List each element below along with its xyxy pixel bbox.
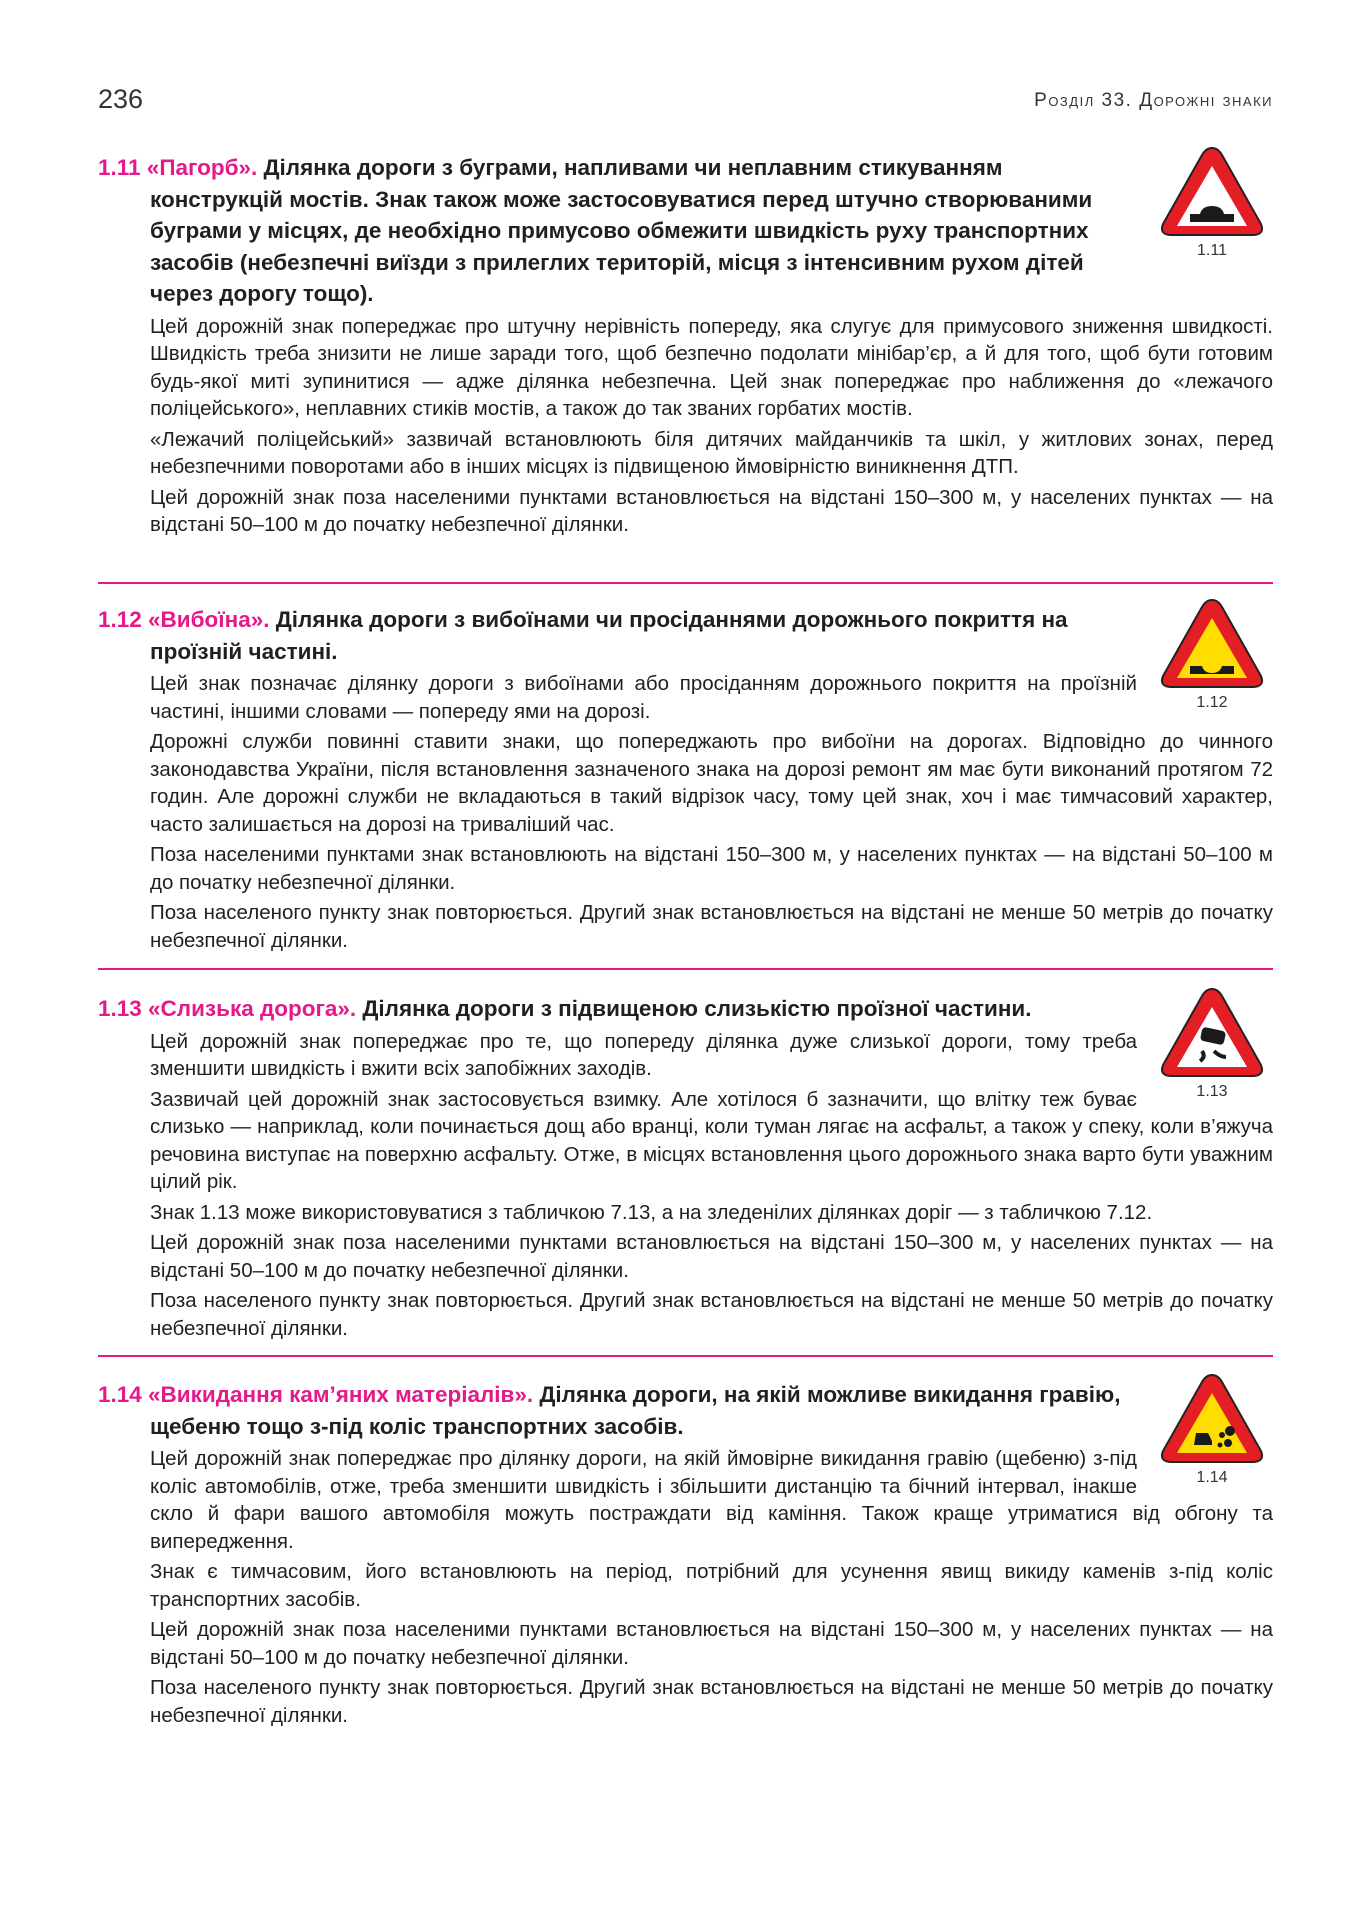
section-divider [98,968,1273,970]
section-heading [98,152,1273,310]
section-heading [98,993,1273,1025]
sign-figure [1151,596,1273,712]
running-title: Розділ 33. Дорожні знаки [1034,90,1273,111]
paragraph: Цей дорожній знак поза населеними пунктами встановлюється на відстані 150–300 м, у населених пунктах — на відстані 50–100 м до початку небезпечної ділянки. [150,1618,1273,1669]
page-number: 236 [98,84,144,114]
paragraph: Зазвичай цей дорожній знак застосовується взимку. Але хотілося б зазначити, що влітку теж буває слизько — наприклад, коли починається дощ або вранці, коли туман лягає на асфальт, а також у спеку, коли в’яжуча речовина виступає на поверхню асфальту. Отже, в місцях встановлення цього дорожнього знака варто бути уважним цілий рік. [150,1087,1273,1193]
sign-section [98,1379,1273,1732]
paragraph: Поза населеними пунктами знак встановлюють на відстані 150–300 м, у населених пунктах — на відстані 50–100 м до початку небезпечної ділянки. [150,843,1273,894]
paragraph: Дорожні служби повинні ставити знаки, що попереджають про вибоїни на дорогах. Відповідно до чинного законодавства України, після встановлення зазначеного знака на дорозі ремонт ям має бути виконаний протягом 72 годин. Але дорожні служби не вкладаються в такий відрізок часу, тому цей знак, хоч і має тимчасовий характер, часто залишається на дорозі на триваліший час. [150,730,1273,836]
paragraph: Цей дорожній знак поза населеними пунктами встановлюється на відстані 150–300 м, у населених пунктах — на відстані 50–100 м до початку небезпечної ділянки. [150,1231,1273,1282]
paragraph: Цей дорожній знак поза населеними пунктами встановлюється на відстані 150–300 м, у населених пунктах — на відстані 50–100 м до початку небезпечної ділянки. [150,485,1273,536]
hump-warning-sign-icon [1151,144,1273,240]
section-definition: Ділянка дороги, на якій можливе викидання гравію, щебеню тощо з-під коліс транспортних засобів. [150,1382,1121,1439]
sign-section [98,993,1273,1345]
paragraph: «Лежачий поліцейський» зазвичай встановлюють біля дитячих майданчиків та шкіл, у житлових зонах, перед небезпечними поворотами або в інших місцях із підвищеною ймовірністю виникнення ДТП. [150,427,1273,478]
section-divider [98,1355,1273,1357]
paragraph: Цей дорожній знак попереджає про ділянку дороги, на якій ймовірне викидання гравію (щебеню) з-під коліс автомобілів, отже, треба зменшити швидкість і збільшити дистанцію та бічний інтервал, інакше скло й фари вашого автомобіля можуть постраждати від каміння. Також краще утриматися від обгону та випередження. [150,1447,1273,1553]
sign-section [98,152,1273,542]
section-number-title: 1.14 «Викидання кам’яних матеріалів». [98,1382,534,1407]
slippery-road-sign-icon [1151,985,1273,1081]
section-heading [98,604,1273,667]
sign-caption: 1.14 [1196,1469,1228,1486]
pothole-warning-sign-icon [1151,596,1273,692]
section-number-title: 1.12 «Вибоїна». [98,607,270,632]
paragraph: Знак 1.13 може використовуватися з табличкою 7.13, а на зледенілих ділянках доріг — з табличкою 7.12. [150,1200,1153,1224]
section-definition: Ділянка дороги з буграми, напливами чи неплавним стикуванням конструкцій мостів. Знак також може застосовуватися перед штучно створюваними буграми у місцях, де необхідно примусово обмежити швидкість руху транспортних засобів (небезпечні виїзди з прилеглих територій, місця з інтенсивним рухом дітей через дорогу тощо). [150,155,1093,306]
paragraph: Знак є тимчасовим, його встановлюють на період, потрібний для усунення явищ викиду каменів з-під коліс транспортних засобів. [150,1560,1273,1611]
sign-figure [1151,144,1273,260]
paragraph: Цей дорожній знак попереджає про штучну нерівність попереду, яка слугує для примусового зниження швидкості. Швидкість треба знизити не лише заради того, щоб безпечно подолати мінібар’єр, а й для того, щоб бути готовим будь-якої миті зупинитися — адже ділянка небезпечна. Цей знак попереджає про наближення до «лежачого поліцейського», неплавних стиків мостів, а також до так званих горбатих мостів. [150,314,1273,420]
section-definition: Ділянка дороги з вибоїнами чи просіданнями дорожнього покриття на проїзній частині. [150,607,1068,664]
paragraph: Поза населеного пункту знак повторюється. Другий знак встановлюється на відстані не менше 50 метрів до початку небезпечної ділянки. [150,901,1273,952]
sign-figure [1151,985,1273,1101]
sign-caption: 1.12 [1196,694,1228,711]
loose-chippings-sign-icon [1151,1371,1273,1467]
section-definition: Ділянка дороги з підвищеною слизькістю проїзної частини. [362,996,1032,1021]
paragraph: Цей дорожній знак попереджає про те, що попереду ділянка дуже слизької дороги, тому треба зменшити швидкість і вжити всіх запобіжних заходів. [150,1029,1137,1080]
sign-caption: 1.11 [1197,242,1227,259]
section-heading [98,1379,1273,1442]
paragraph: Поза населеного пункту знак повторюється. Другий знак встановлюється на відстані не менше 50 метрів до початку небезпечної ділянки. [150,1289,1273,1340]
section-number-title: 1.11 «Пагорб». [98,155,258,180]
sign-section [98,604,1273,957]
sign-figure [1151,1371,1273,1487]
paragraph: Цей знак позначає ділянку дороги з вибоїнами або просіданням дорожнього покриття на проїзній частині, іншими словами — попереду ями на дорозі. [150,672,1137,723]
paragraph: Поза населеного пункту знак повторюється. Другий знак встановлюється на відстані не менше 50 метрів до початку небезпечної ділянки. [150,1676,1273,1727]
sign-caption: 1.13 [1196,1083,1228,1100]
section-number-title: 1.13 «Слизька дорога». [98,996,357,1021]
section-divider [98,582,1273,584]
